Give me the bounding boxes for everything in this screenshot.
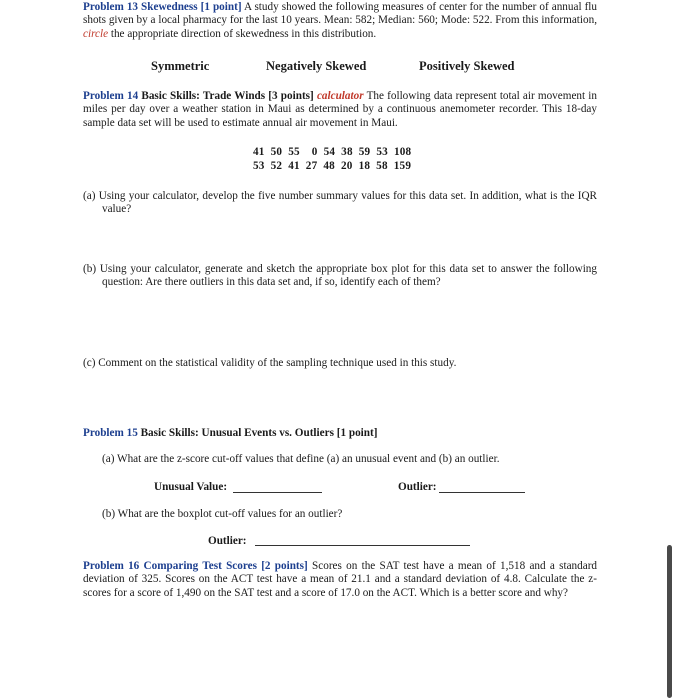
problem-13-heading: Problem 13 Skewedness [1 point] [83, 1, 242, 13]
question-15a: (a) What are the z-score cut-off values that define (a) an unusual event and (b) an outlier. [102, 453, 500, 465]
problem-16-text: Scores on the SAT test have a mean of 1,518 and a standard deviation of 325. Scores on the ACT test have a mean of 21.1 and a standard deviation of 4.8. Calculate the z-scores for a score of 1,490 on the SAT test and a score of 17.0 on the ACT. Which is a better score and why? [83, 560, 598, 599]
problem-16-subheading: Comparing Test Scores [2 points] [143, 560, 308, 572]
outlier-label-2: Outlier: [208, 535, 247, 547]
unusual-value-label: Unusual Value: [154, 481, 228, 493]
question-14a: (a) Using your calculator, develop the five number summary values for this data set. In addition, what is the IQR value? [83, 190, 597, 216]
problem-14-text: The following data represent total air movement in miles per day over a weather station in Maui as determined by a continuous anemometer recorder. This 18-day sample data set will be used to estimate annual air movement in Maui. [83, 90, 597, 129]
data-value: 159 [393, 160, 412, 172]
question-15b: (b) What are the boxplot cut-off values for an outlier? [102, 508, 343, 520]
option-positively-skewed: Positively Skewed [419, 59, 515, 73]
data-value: 41 [288, 160, 300, 172]
problem-13-text: A study showed the following measures of center for the number of annual flu shots given by a local pharmacy for the last 10 years. Mean: 582; Median: 560; Mode: 522. From this information, [83, 1, 597, 27]
data-value: 58 [376, 160, 388, 172]
question-14c: (c) Comment on the statistical validity of the sampling technique used in this study. [83, 357, 457, 369]
option-symmetric: Symmetric [151, 59, 210, 73]
data-value: 59 [358, 146, 371, 158]
data-row-2 [253, 159, 411, 174]
data-value: 27 [305, 160, 318, 172]
outlier-answer-line-1[interactable] [439, 492, 525, 493]
problem-16 [83, 560, 597, 600]
data-value: 48 [323, 160, 335, 172]
problem-14 [83, 90, 597, 130]
data-value: 52 [270, 160, 283, 172]
problem-14-heading: Problem 14 [83, 90, 139, 102]
problem-16-heading: Problem 16 [83, 560, 140, 572]
scrollbar-thumb[interactable] [667, 545, 672, 698]
outlier-label-1: Outlier: [398, 481, 437, 493]
option-negatively-skewed: Negatively Skewed [266, 59, 367, 73]
problem-14-subheading: Basic Skills: Trade Winds [3 points] [141, 90, 314, 102]
data-value: 41 [253, 146, 265, 158]
data-value: 20 [340, 160, 353, 172]
data-value: 53 [253, 160, 265, 172]
calculator-tag: calculator [316, 90, 364, 102]
outlier-answer-line-2[interactable] [255, 545, 470, 546]
data-value: 50 [270, 146, 283, 158]
data-value: 108 [393, 146, 412, 158]
data-value: 0 [311, 146, 318, 158]
problem-15 [83, 427, 597, 440]
problem-13-text-end: the appropriate direction of skewedness in this distribution. [110, 27, 377, 40]
data-value: 55 [288, 146, 300, 158]
data-value: 18 [358, 160, 371, 172]
data-value: 53 [376, 146, 388, 158]
data-row-1 [253, 145, 411, 160]
question-14b: (b) Using your calculator, generate and sketch the appropriate box plot for this data set to answer the following question: Are there outliers in this data set and, if so, identify each of them? [83, 263, 597, 289]
circle-word: circle [83, 27, 109, 40]
data-value: 38 [341, 146, 353, 158]
problem-15-heading: Problem 15 [83, 427, 138, 439]
problem-15-subheading: Basic Skills: Unusual Events vs. Outliers [1 point] [140, 427, 378, 439]
problem-13 [83, 1, 597, 41]
unusual-value-answer-line[interactable] [233, 492, 322, 493]
data-value: 54 [323, 146, 336, 158]
